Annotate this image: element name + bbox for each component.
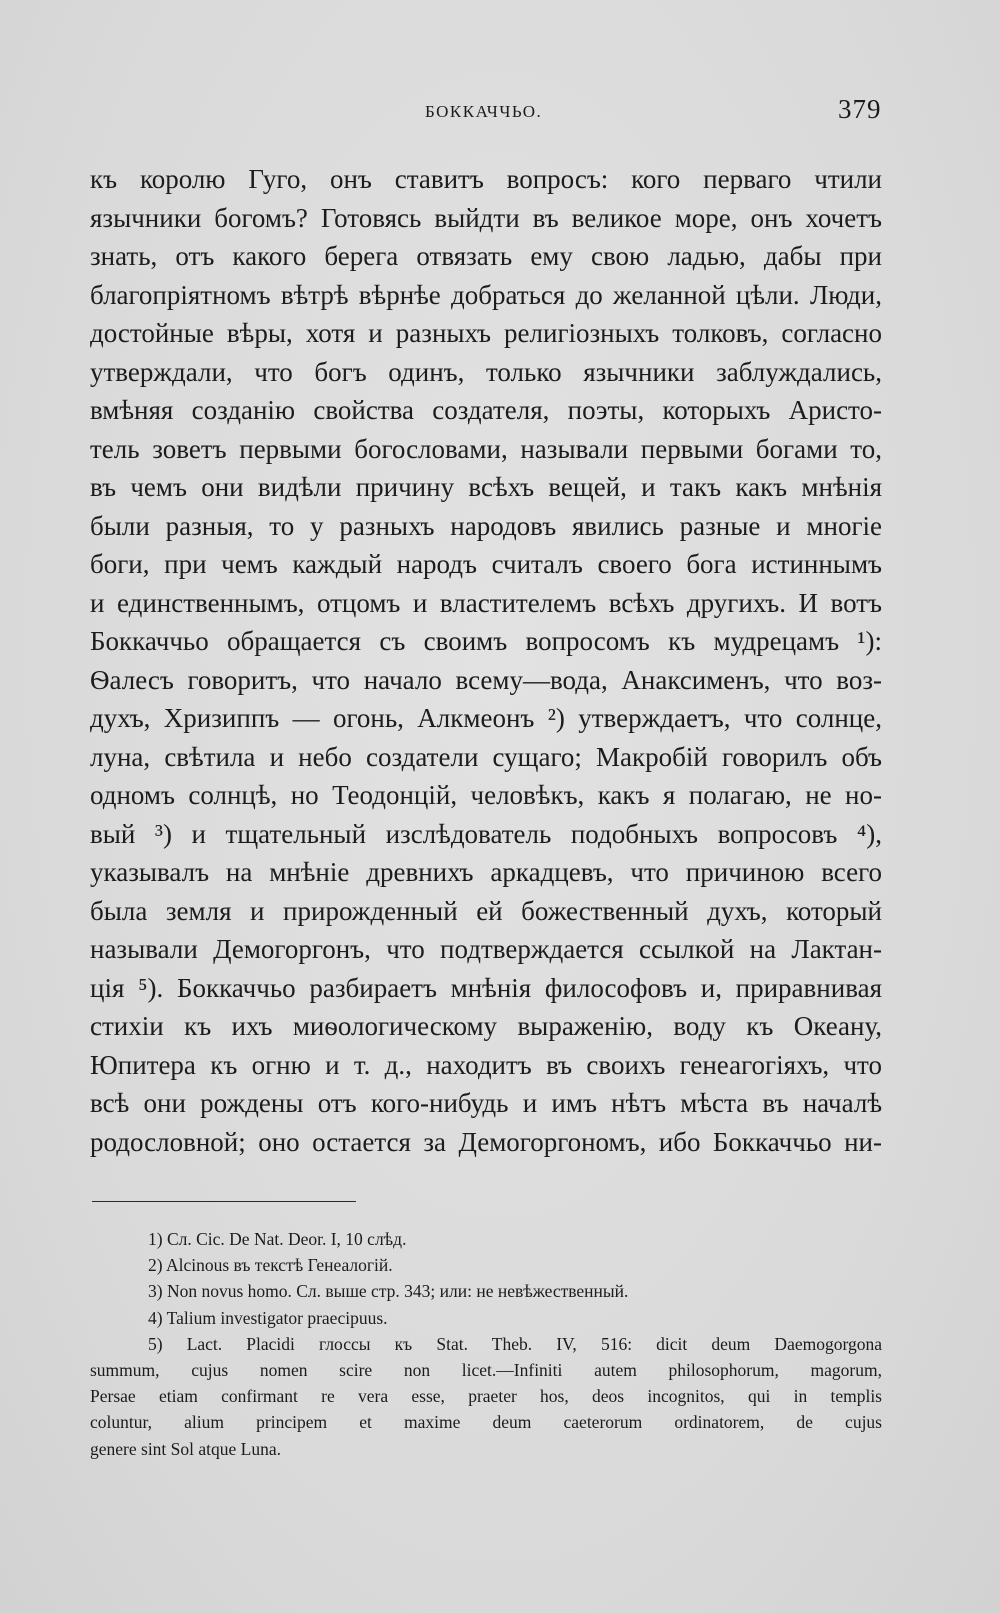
text-line: утверждали, что богъ одинъ, только язычники заблуждались, [90,356,882,387]
text-line: была земля и прирожденный ей божественный духъ, который [90,895,882,926]
footnote-line: Persae etiam confirmant re vera esse, praeter hos, deos incognitos, qui in templis [90,1386,882,1407]
text-line: называли Демогоргонъ, что подтверждается ссылкой на Лактан- [90,934,882,964]
text-line: знать, отъ какого берега отвязать ему свою ладью, дабы при [90,241,882,271]
text-line: родословной; оно остается за Демогоргономъ, ибо Боккаччьо ни- [90,1126,882,1157]
text-line: были разныя, то у разныхъ народовъ явились разные и многіе [90,510,882,541]
text-line: вый ³) и тщательный изслѣдователь подобныхъ вопросовъ ⁴), [90,818,882,849]
text-line: благопріятномъ вѣтрѣ вѣрнѣе добраться до желанной цѣли. Люди, [90,279,882,310]
text-line: Боккаччьо обращается съ своимъ вопросомъ къ мудрецамъ ¹): [90,626,882,656]
text-line: стихіи къ ихъ миѳологическому выраженію, воду къ Океану, [90,1011,882,1041]
text-line: духъ, Хризиппъ — огонь, Алкмеонъ ²) утверждаетъ, что солнце, [90,703,882,733]
text-line: вмѣняя созданію свойства создателя, поэты, которыхъ Аристо- [90,395,882,425]
text-line: всѣ они рождены отъ кого-нибудь и имъ нѣтъ мѣста въ началѣ [90,1088,882,1118]
text-line: достойные вѣры, хотя и разныхъ религіозныхъ толковъ, согласно [90,318,882,348]
footnote-divider [92,1201,356,1202]
footnote-line: summum, cujus nomen scire non licet.—Infiniti autem philosophorum, magorum, [90,1359,882,1380]
text-line: боги, при чемъ каждый народъ считалъ своего бога истиннымъ [90,549,882,579]
text-line: луна, свѣтила и небо создатели сущаго; Макробій говорилъ объ [90,741,882,772]
text-line: Юпитера къ огню и т. д., находитъ въ своихъ генеагогіяхъ, что [90,1049,882,1080]
text-line: язычники богомъ? Готовясь выйдти въ великое море, онъ хочетъ [90,202,882,233]
text-line: одномъ солнцѣ, но Теодонцій, человѣкъ, какъ я полагаю, не но- [90,780,882,810]
footnote-line: 4) Talium investigator praecipuus. [148,1307,388,1328]
footnote-line: genere sint Sol atque Luna. [90,1438,281,1459]
text-line: ція ⁵). Боккаччьо разбираетъ мнѣнія философовъ и, приравнивая [90,972,882,1003]
text-line: къ королю Гуго, онъ ставитъ вопросъ: кого перваго чтили [90,164,882,194]
text-line: и единственнымъ, отцомъ и властителемъ всѣхъ другихъ. И вотъ [90,587,882,618]
running-head [0,96,1000,126]
body-text [90,160,882,1161]
running-head-title: БОККАЧЧЬО. [425,102,543,121]
footnotes [90,1226,882,1462]
footnote-line: 2) Alcinous въ текстѣ Генеалогій. [148,1255,393,1276]
text-line: указывалъ на мнѣніе древнихъ аркадцевъ, что причиною всего [90,857,882,887]
footnote-line: coluntur, alium principem et maxime deum caeterorum ordinatorem, de cujus [90,1412,882,1433]
text-line: Ѳалесъ говоритъ, что начало всему—вода, Анаксименъ, что воз- [90,664,882,695]
text-line: тель зоветъ первыми богословами, называли первыми богами то, [90,433,882,464]
page-number: 379 [838,94,882,124]
text-line: въ чемъ они видѣли причину всѣхъ вещей, и такъ какъ мнѣнія [90,472,882,502]
footnote-line: 3) Non novus homo. Сл. выше стр. 343; или: не невѣжественный. [148,1281,629,1302]
footnote-line: 5) Lact. Placidi глоссы къ Stat. Theb. IV, 516: dicit deum Daemogorgona [148,1333,882,1354]
footnote-line: 1) Сл. Cic. De Nat. Deor. I, 10 слѣд. [148,1229,407,1249]
